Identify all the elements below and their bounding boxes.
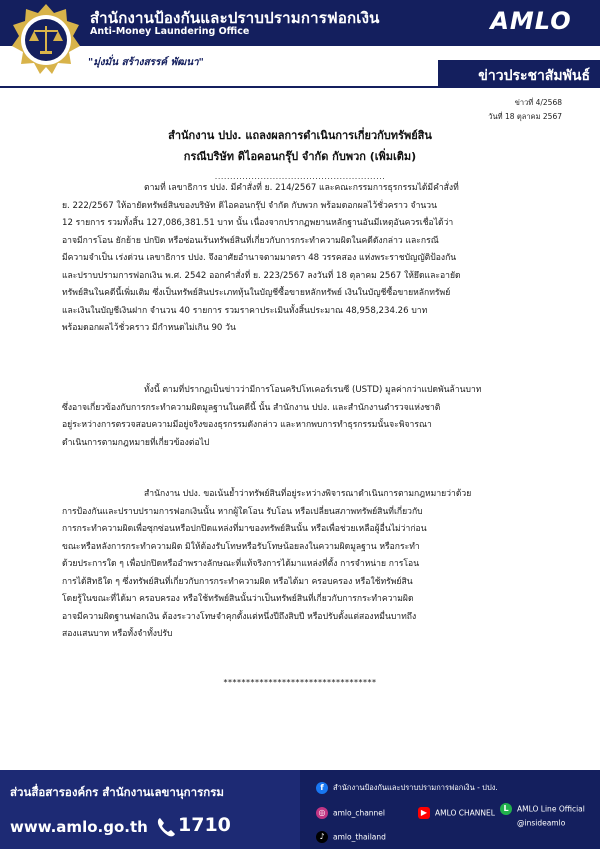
paragraph-2 [62,382,538,452]
footer-left-panel [0,770,300,849]
tiktok-label: amlo_thailand [333,832,386,842]
headline-line-2: กรณีบริษัท ดิไอคอนกรุ๊ป จำกัด กับพวก (เพิ่มเติม) [183,150,417,163]
instagram-link[interactable] [316,807,385,823]
paragraph-line: พร้อมดอกผลไว้ชั่วคราว มีกำหนดไม่เกิน 90 วัน [62,323,236,333]
org-name-english: Anti-Money Laundering Office [90,26,250,37]
hotline-number[interactable]: 1710 [178,814,231,836]
instagram-icon: ◎ [316,807,328,819]
headline-line-1: สำนักงาน ปปง. แถลงผลการดำเนินการเกี่ยวกับทรัพย์สิน [168,129,432,142]
paragraph-line: สำนักงาน ปปง. ขอเน้นย้ำว่าทรัพย์สินที่อยู่ระหว่างพิจารณาดำเนินการตามกฎหมายว่าด้วย [144,489,472,499]
slogan: "มุ่งมั่น สร้างสรรค์ พัฒนา" [88,57,204,68]
amlo-seal-logo-icon [12,4,80,76]
header-divider [0,86,438,88]
paragraph-line: โดยรู้ในขณะที่ได้มา ครอบครอง หรือใช้ทรัพย์สินนั้นว่าเป็นทรัพย์สินที่เกี่ยวกับการกระทำความผิด [62,594,414,604]
phone-icon [156,816,176,838]
footer [0,770,600,849]
paragraph-line: อาจมีการโอน ยักย้าย ปกปิด หรือซ่อนเร้นทรัพย์สินที่เกี่ยวกับการกระทำความผิดในคดีดังกล่าว และกรณี [62,235,439,246]
paragraph-line: ย. 222/2567 ให้อายัดทรัพย์สินของบริษัท ดิไอคอนกรุ๊ป จำกัด กับพวก พร้อมดอกผลไว้ชั่วคราว จำนวน [62,200,437,211]
dotted-divider: ........................................................ [214,172,386,181]
facebook-label: สำนักงานป้องกันและปราบปรามการฟอกเงิน - ปปง. [333,783,498,792]
press-release-tab [438,60,600,88]
paragraph-line: การป้องกันและปราบปรามการฟอกเงินนั้น หากผู้ใดโอน รับโอน หรือเปลี่ยนสภาพทรัพย์สินที่เกี่ยวกับ [62,506,423,517]
paragraph-line: การได้สิทธิใด ๆ ซึ่งทรัพย์สินที่เกี่ยวกับการกระทำความผิด หรือได้มา ครอบครอง หรือใช้ทรัพย์สิน [62,576,413,587]
end-of-news-mark: ********************************** [223,678,377,687]
paragraph-line: มีความจำเป็น เร่งด่วน เลขาธิการ ปปง. จึงอาศัยอำนาจตามมาตรา 48 วรรคสอง แห่งพระราชบัญญัติป้องกัน [62,253,457,263]
line-id-icon [500,817,512,829]
paragraph-line: ดำเนินการตามกฎหมายที่เกี่ยวข้องต่อไป [62,437,210,448]
paragraph-line: ทั้งนี้ ตามที่ปรากฏเป็นข่าวว่ามีการโอนคริปโทเคอร์เรนซี (USTD) มูลค่ากว่าแปดพันล้านบาท [144,385,482,395]
paragraph-line: ทรัพย์สินในคดีนี้เพิ่มเติม ซึ่งเป็นทรัพย์สินประเภทหุ้นในบัญชีซื้อขายหลักทรัพย์ เงินในบัญชีซื้อขายหลักทรัพย์ [62,288,451,298]
news-date: วันที่ 18 ตุลาคม 2567 [488,112,562,121]
footer-website[interactable]: www.amlo.go.th [10,818,148,836]
footer-department: ส่วนสื่อสารองค์กร สำนักงานเลขานุการกรม [10,785,224,799]
paragraph-line: 12 รายการ รวมทั้งสิ้น 127,086,381.51 บาท นั้น เนื่องจากปรากฏพยานหลักฐานอันมีเหตุอันควรเชื่อได้ว่า [62,218,454,228]
paragraph-line: สองแสนบาท หรือทั้งจำทั้งปรับ [62,629,173,639]
paragraph-line: อาจมีความผิดฐานฟอกเงิน ต้องระวางโทษจำคุกตั้งแต่หนึ่งปีถึงสิบปี หรือปรับตั้งแต่สองหมื่นบาทถึง [62,611,417,622]
paragraph-line: ตามที่ เลขาธิการ ปปง. มีคำสั่งที่ ย. 214/2567 และคณะกรรมการธุรกรรมได้มีคำสั่งที่ [144,183,459,193]
paragraph-1 [62,180,538,338]
tiktok-link[interactable] [316,831,386,847]
press-release-label: ข่าวประชาสัมพันธ์ [478,68,590,84]
news-number: ข่าวที่ 4/2568 [514,98,562,107]
line-icon: L [500,803,512,815]
line-official-label: AMLO Line Official [517,804,585,814]
header [0,0,600,88]
paragraph-line: ด้วยประการใด ๆ เพื่อปกปิดหรืออำพรางลักษณะที่แท้จริงการได้มาแหล่งที่ตั้ง การจำหน่าย การโอน [62,559,420,569]
paragraph-line: อยู่ระหว่างการตรวจสอบความมีอยู่จริงของธุรกรรมดังกล่าว และหากพบการทำธุรกรรมนั้นจะพิจารณา [62,420,432,430]
org-name-thai: สำนักงานป้องกันและปราบปรามการฟอกเงิน [90,9,380,27]
line-id[interactable] [500,817,565,833]
youtube-icon: ▶ [418,807,430,819]
paragraph-line: และปราบปรามการฟอกเงิน พ.ศ. 2542 ออกคำสั่งที่ ย. 223/2567 ลงวันที่ 18 ตุลาคม 2567 ให้ยึดและอายัด [62,270,461,281]
paragraph-line: การกระทำความผิดเพื่อซุกซ่อนหรือปกปิดแหล่งที่มาของทรัพย์สินนั้น หรือเพื่อช่วยเหลือผู้อื่นไม่ว่าก่อน [62,524,427,534]
amlo-brand: AMLO [490,7,572,35]
youtube-link[interactable] [418,807,495,823]
tiktok-icon: ♪ [316,831,328,843]
line-id-label: @insideamlo [517,818,566,828]
facebook-icon: f [316,782,328,794]
paragraph-line: และเงินในบัญชีเงินฝาก จำนวน 40 รายการ รวมราคาประเมินทั้งสิ้นประมาณ 48,958,234.26 บาท [62,305,428,316]
paragraph-line: ซึ่งอาจเกี่ยวข้องกับการกระทำความผิดมูลฐานในคดีนี้ นั้น สำนักงาน ปปง. และสำนักงานตำรวจแห่งชาติ [62,402,441,413]
instagram-label: amlo_channel [333,808,386,818]
youtube-label: AMLO CHANNEL [435,808,495,818]
facebook-link[interactable] [316,782,498,798]
paragraph-3 [62,486,538,644]
paragraph-line: ขณะหรือหลังการกระทำความผิด มิให้ต้องรับโทษหรือรับโทษน้อยลงในความผิดมูลฐาน หรือกระทำ [62,541,420,552]
